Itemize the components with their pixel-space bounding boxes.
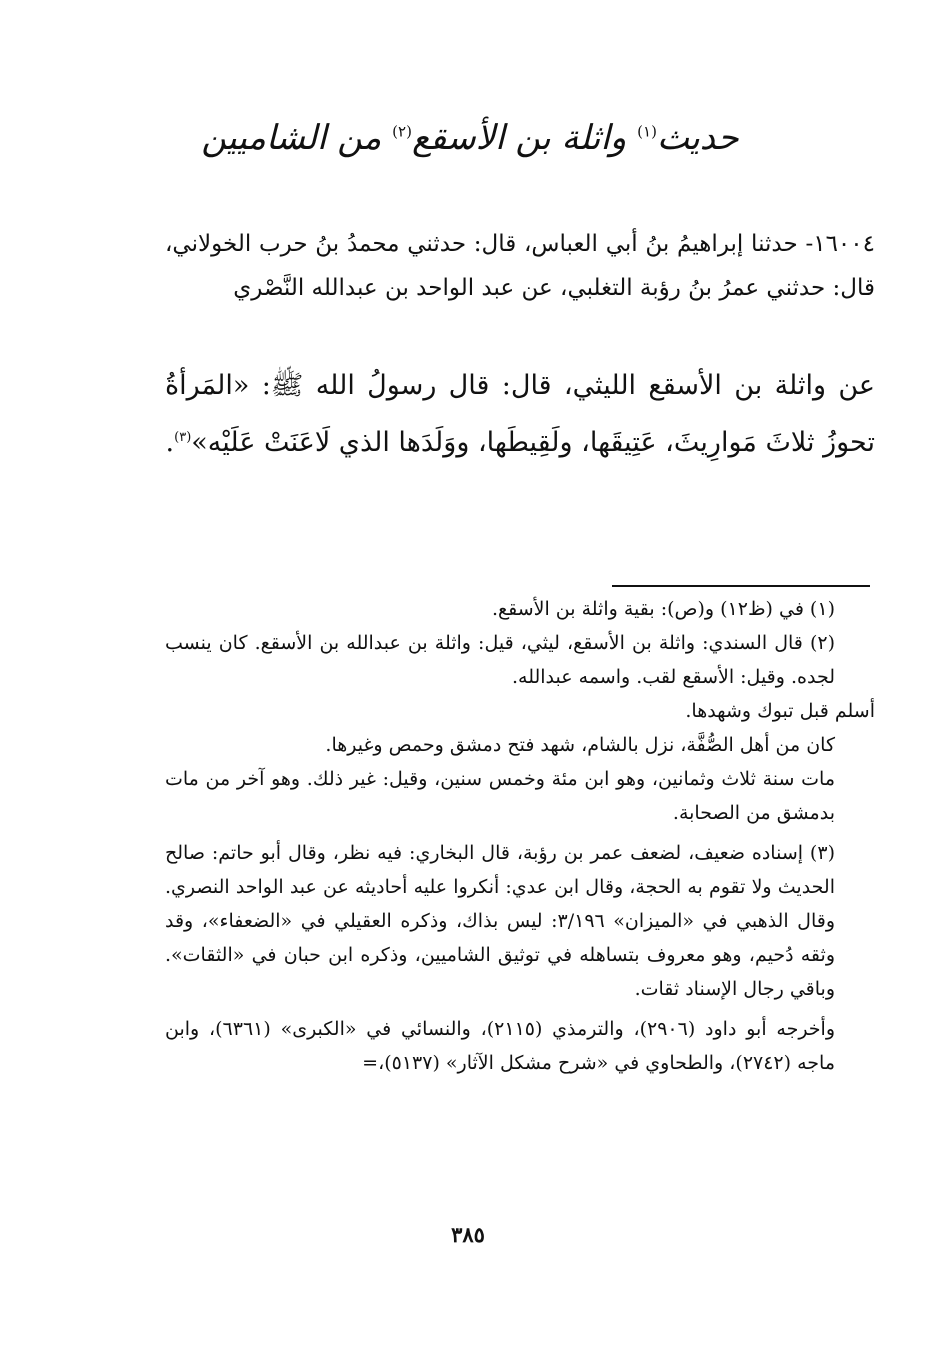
footnote-3-paragraph-1: (٣) إسناده ضعيف، لضعف عمر بن رؤبة، قال البخاري: فيه نظر، وقال أبو حاتم: صالح الحديث ولا تقوم به الحجة، وقال ابن عدي: أنكروا عليه أحاديثه عن عبد الواحد النصري. وقال الذهبي في «الميزان» ٣/١٩٦: ليس بذاك، وذكره العقيلي في «الضعفاء»، وقد وثقه دُحيم، وهو معروف بتساهله في توثيق الشاميين، وذكره ابن حبان في «الثقات». وباقي رجال الإسناد ثقات. (165, 842, 835, 1000)
hadith-isnad: ١٦٠٠٤- حدثنا إبراهيمُ بنُ أبي العباس، قال: حدثني محمدُ بنُ حرب الخولاني، قال: حدثني عمرُ بنُ رؤبة التغلبي، عن عبد الواحد بن عبدالله النَّصْري (165, 231, 875, 301)
matn-note-marker: (٣) (174, 430, 192, 445)
footnote-3-paragraph-2: وأخرجه أبو داود (٢٩٠٦)، والترمذي (٢١١٥)، والنسائي في «الكبرى» (٦٣٦١)، وابن ماجه (٢٧٤٢)، والطحاوي في «شرح مشكل الآثار» (٥١٣٧)،= (165, 1018, 835, 1074)
footnote-2-paragraph-2: أسلم قبل تبوك وشهدها. (685, 700, 875, 722)
hadith-matn-text: عن واثلة بن الأسقع الليثي، قال: قال رسولُ الله ﷺ: «المَرأةُ تحوزُ ثلاثَ مَوارِيثَ، عَتِيقَها، ولَقِيطَها، ووَلَدَها الذي لَاعَنَتْ عَلَيْه» (165, 370, 875, 458)
page-title (200, 118, 740, 159)
title-note-marker-2: (٢) (392, 122, 412, 141)
title-part-2: واثلة بن الأسقع (411, 118, 627, 158)
footnote-2-paragraph-4: مات سنة ثلاث وثمانين، وهو ابن مئة وخمس سنين، وقيل: غير ذلك. وهو آخر من مات بدمشق من الصحابة. (165, 768, 835, 824)
page-number: ٣٨٥ (451, 1222, 485, 1247)
footnotes-section (165, 592, 875, 1080)
title-part-1: حديث (656, 118, 739, 158)
footnote-1: (١) في (ظ١٢) و(ص): بقية واثلة بن الأسقع. (491, 598, 835, 620)
matn-end: . (165, 427, 175, 458)
footnote-2-paragraph-3: كان من أهل الصُّفَّة، نزل بالشام، شهد فتح دمشق وحمص وغيرها. (325, 734, 835, 756)
footnote-divider (612, 585, 870, 587)
hadith-matn (165, 360, 875, 469)
title-note-marker-1: (١) (637, 122, 657, 141)
title-part-3: من الشاميين (201, 118, 382, 158)
footnote-2-paragraph-1: (٢) قال السندي: واثلة بن الأسقع، ليثي، قيل: واثلة بن عبدالله بن الأسقع. كان ينسب لجده. وقيل: الأسقع لقب. واسمه عبدالله. (165, 632, 835, 688)
